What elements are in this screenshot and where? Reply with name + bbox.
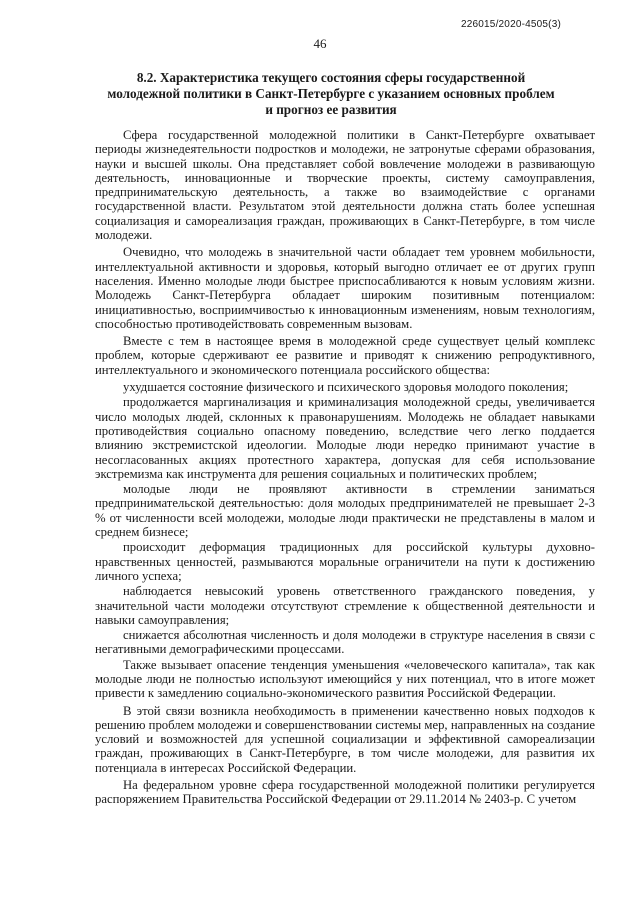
heading-line: и прогноз ее развития [265,102,397,117]
paragraph: Очевидно, что молодежь в значительной части обладает тем уровнем мобильности, интеллектуальной активности и здоровья, который выгодно отличает ее от других групп населения. Именно молодые люди быстрее приспосабливаются к новым условиям жизни. Молодежь Санкт-Петербурга обладает широким позитивным потенциалом: инициативностью, восприимчивостью к инновационным изменениям, новым технологиям, способностью противодействовать современным вызовам. [95,245,595,331]
problem-list-item: снижается абсолютная численность и доля молодежи в структуре населения в связи с негативными демографическими процессами. [95,628,595,657]
paragraph: Сфера государственной молодежной политики в Санкт-Петербурге охватывает периоды жизнедеятельности подростков и молодежи, не затронутые сферами образования, науки и высшей школы. Она представляет собой вовлечение молодежи в развивающую деятельность, инновационные и творческие проекты, систему самоуправления, предпринимательскую деятельность, а также во взаимодействие с органами государственной власти. Результатом этой деятельности должна стать более успешная социализация и самореализация граждан, проживающих в Санкт-Петербурге, в том числе молодежи. [95,128,595,243]
problem-list-item: происходит деформация традиционных для российской культуры духовно-нравственных ценностей, размываются моральные ограничители на пути к достижению личного успеха; [95,540,595,583]
document-number: 226015/2020-4505(3) [461,19,561,30]
problem-list-item: продолжается маргинализация и криминализация молодежной среды, увеличивается число молодых людей, склонных к правонарушениям. Молодежь не обладает навыками противодействия социально опасному поведению, вследствие чего легко поддается влиянию экстремистской идеологии. Молодые люди нередко принимают участие в несогласованных акциях протестного характера, допуская для себя использование экстремизма как инструмента для решения социальных и политических проблем; [95,395,595,481]
problem-list-item: молодые люди не проявляют активности в стремлении заниматься предпринимательской деятельностью: доля молодых предпринимателей не превышает 2-3 % от численности всей молодежи, молодые люди практически не представлены в малом и среднем бизнесе; [95,482,595,540]
page-number: 46 [313,36,327,51]
document-body [95,128,595,810]
problem-list-item: ухудшается состояние физического и психического здоровья молодого поколения; [123,380,569,395]
paragraph: В этой связи возникла необходимость в применении качественно новых подходов к решению проблем молодежи и совершенствовании системы мер, направленных на создание условий и возможностей для успешной социализации и эффективной самореализации граждан, проживающих в Санкт-Петербурге, в том числе молодежи, для развития их потенциала в интересах Российской Федерации. [95,703,595,775]
paragraph: На федеральном уровне сфера государственной молодежной политики регулируется распоряжением Правительства Российской Федерации от 29.11.2014 № 2403-р. С учетом [95,778,595,807]
heading-line: молодежной политики в Санкт-Петербурге с указанием основных проблем [107,86,555,101]
paragraph: Вместе с тем в настоящее время в молодежной среде существует целый комплекс проблем, которые сдерживают ее развитие и приводят к снижению репродуктивного, интеллектуального и экономического потенциала российского общества: [95,334,595,377]
heading-line: 8.2. Характеристика текущего состояния сферы государственной [136,70,526,85]
paragraph: Также вызывает опасение тенденция уменьшения «человеческого капитала», так как молодые люди не полностью используют имеющийся у них потенциал, что в итоге может привести к замедлению социально-экономического развития Российской Федерации. [95,657,595,701]
section-heading [100,70,562,118]
problem-list-item: наблюдается невысокий уровень ответственного гражданского поведения, у значительной части молодежи отсутствуют стремление к общественной деятельности и навыки самоуправления; [95,584,595,627]
